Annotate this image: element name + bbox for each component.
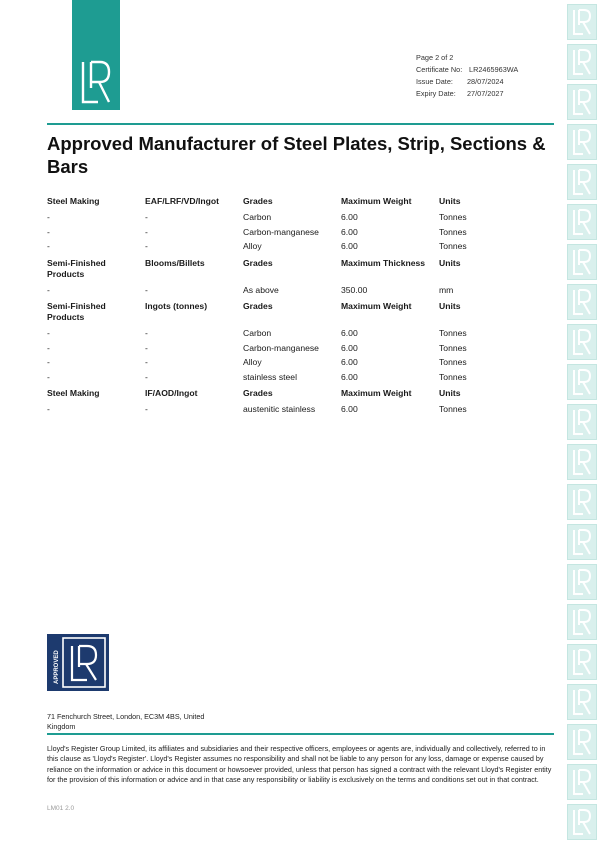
lr-watermark-icon (567, 124, 597, 160)
lr-watermark-icon (567, 484, 597, 520)
header-cell: Units (439, 388, 461, 398)
issue-date: 28/07/2024 (467, 77, 504, 86)
table-row (47, 402, 557, 417)
header-cell: Grades (243, 301, 273, 311)
table-row (47, 341, 557, 356)
lr-watermark-icon (567, 44, 597, 80)
table-cell: - (47, 404, 50, 414)
table-cell: Tonnes (439, 371, 467, 382)
table-cell: Tonnes (439, 342, 467, 353)
lr-logo-icon (78, 58, 114, 106)
table-cell: Tonnes (439, 328, 467, 338)
table-cell: - (47, 284, 50, 295)
lr-watermark-icon (567, 404, 597, 440)
table-cell: - (145, 241, 148, 251)
lr-watermark-icon (567, 364, 597, 400)
lr-watermark-icon (567, 164, 597, 200)
lr-watermark-icon (567, 84, 597, 120)
table-row (47, 370, 557, 385)
lr-watermark-icon (567, 724, 597, 760)
table-cell: 6.00 (341, 404, 358, 414)
table-cell: - (47, 212, 50, 222)
header-cell: Semi-Finished Products (47, 257, 106, 279)
table-cell: stainless steel (243, 371, 297, 382)
table-row (47, 239, 557, 254)
table-cell: - (145, 212, 148, 222)
header-cell: Maximum Weight (341, 196, 412, 206)
header-cell: Grades (243, 388, 273, 398)
table-row (47, 355, 557, 370)
lr-watermark-icon (567, 804, 597, 840)
table-cell: - (145, 226, 148, 237)
header-cell: Maximum Weight (341, 301, 412, 311)
table-cell: Alloy (243, 241, 262, 251)
lr-watermark-icon (567, 604, 597, 640)
approved-logo (47, 634, 109, 691)
page-number: Page 2 of 2 (416, 53, 454, 62)
table-cell: - (47, 357, 50, 367)
table-cell: 6.00 (341, 212, 358, 222)
table-cell: Carbon-manganese (243, 342, 319, 353)
lr-watermark-icon (567, 764, 597, 800)
table-cell: Tonnes (439, 241, 467, 251)
lr-logo (72, 0, 120, 110)
table-section-header (47, 196, 557, 210)
expiry-date: 27/07/2027 (467, 89, 504, 98)
header-cell: Grades (243, 257, 273, 268)
table-row (47, 326, 557, 341)
table-cell: 6.00 (341, 328, 358, 338)
header-cell: Semi-Finished Products (47, 301, 106, 322)
table-cell: mm (439, 284, 454, 295)
certificate-label: Certificate No: (416, 65, 463, 74)
table-cell: - (145, 357, 148, 367)
header-cell: EAF/LRF/VD/Ingot (145, 196, 219, 206)
table-cell: Carbon (243, 328, 272, 338)
header-divider (47, 123, 554, 125)
certificate-number: LR2465963WA (469, 65, 519, 74)
header-cell: Units (439, 196, 461, 206)
table-cell: - (145, 404, 148, 414)
table-section-header (47, 301, 557, 326)
form-code: LM01 2.0 (47, 805, 75, 812)
header-cell: Maximum Thickness (341, 257, 426, 268)
header-cell: IF/AOD/Ingot (145, 388, 198, 398)
table-section-header (47, 388, 557, 402)
lr-watermark-icon (567, 244, 597, 280)
table-row (47, 210, 557, 225)
table-cell: - (47, 328, 50, 338)
table-cell: - (145, 371, 148, 382)
table-cell: As above (243, 284, 279, 295)
company-address: 71 Fenchurch Street, London, EC3M 4BS, United Kingdom (47, 712, 205, 731)
header-cell: Ingots (tonnes) (145, 301, 208, 311)
document-title: Approved Manufacturer of Steel Plates, Strip, Sections & Bars (47, 133, 546, 177)
table-cell: 6.00 (341, 342, 358, 353)
table-cell: 350.00 (341, 284, 368, 295)
lr-watermark-icon (567, 444, 597, 480)
lr-watermark-icon (567, 564, 597, 600)
table-cell: - (145, 284, 148, 295)
issue-date-label: Issue Date: (416, 77, 453, 86)
table-cell: - (145, 342, 148, 353)
table-row (47, 225, 557, 240)
table-cell: Tonnes (439, 226, 467, 237)
lr-watermark-icon (567, 684, 597, 720)
table-cell: 6.00 (341, 371, 358, 382)
table-cell: - (47, 226, 50, 237)
header-cell: Units (439, 257, 461, 268)
table-cell: - (47, 371, 50, 382)
table-cell: - (145, 328, 148, 338)
table-cell: 6.00 (341, 357, 358, 367)
lr-watermark-strip (563, 0, 600, 854)
header-cell: Grades (243, 196, 273, 206)
lr-watermark-icon (567, 4, 597, 40)
table-cell: Tonnes (439, 404, 467, 414)
table-section-header (47, 258, 557, 283)
table-cell: Alloy (243, 357, 262, 367)
table-cell: Carbon (243, 212, 272, 222)
approval-table (47, 196, 557, 417)
table-cell: 6.00 (341, 226, 358, 237)
certificate-meta (416, 52, 518, 100)
table-cell: - (47, 342, 50, 353)
approved-text: APPROVED (54, 650, 60, 684)
header-cell: Steel Making (47, 196, 100, 206)
header-cell: Maximum Weight (341, 388, 412, 398)
header-cell: Units (439, 301, 461, 311)
lr-watermark-icon (567, 204, 597, 240)
lr-watermark-icon (567, 284, 597, 320)
footer-divider (47, 733, 554, 735)
table-cell: Carbon-manganese (243, 226, 319, 237)
table-cell: austenitic stainless (243, 404, 316, 414)
header-cell: Steel Making (47, 388, 100, 398)
lr-watermark-icon (567, 524, 597, 560)
approved-lr-icon (47, 634, 109, 691)
lr-watermark-icon (567, 644, 597, 680)
header-cell: Blooms/Billets (145, 257, 205, 268)
table-cell: 6.00 (341, 241, 358, 251)
table-cell: Tonnes (439, 212, 467, 222)
table-cell: Tonnes (439, 357, 467, 367)
legal-disclaimer: Lloyd's Register Group Limited, its affiliates and subsidiaries and their respective officers, employees or agents are, individually and collectively, referred to in this clause as 'Lloyd's Register'. Lloyd's Register assumes no responsibility and shall not be liable to any person for any loss, damage or expense caused by reliance on the information or advice in this document or howsoever provided, unless that person has signed a contract with the relevant Lloyd's Register entity for the provision of this information or advice and in that case any responsibility or liability is exclusively on the terms and conditions set out in that contract. (47, 744, 552, 784)
table-cell: - (47, 241, 50, 251)
expiry-date-label: Expiry Date: (416, 89, 456, 98)
lr-watermark-icon (567, 324, 597, 360)
table-row (47, 283, 557, 298)
